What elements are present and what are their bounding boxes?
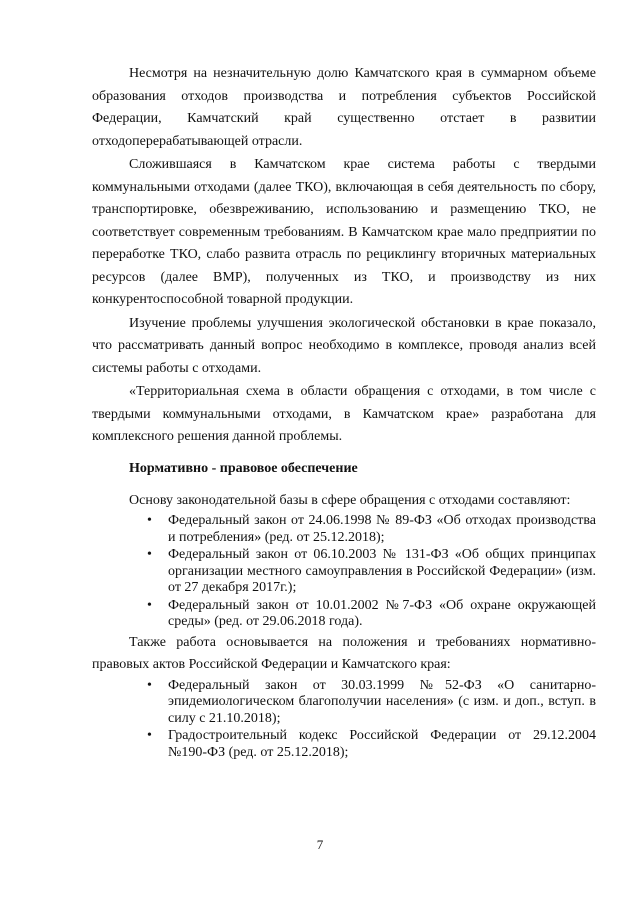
bullet-icon: •: [147, 513, 152, 528]
law-list: [92, 513, 596, 631]
bullet-icon: •: [147, 547, 152, 562]
page-number: 7: [316, 837, 324, 852]
list-item-text: Федеральный закон от 06.10.2003 № 131-ФЗ «Об общих принципах организации местного самоуправления в Российской Федерации» (изм. от 27 декабря 2017г.);: [168, 547, 596, 595]
bullet-icon: •: [147, 597, 152, 613]
list-item: [92, 598, 596, 631]
page-body: [92, 63, 596, 762]
bullet-icon: •: [147, 728, 152, 743]
intro-paragraph: Основу законодательной базы в сфере обращения с отходами составляют:: [129, 492, 571, 508]
list-item: [92, 547, 596, 597]
paragraph-4: «Территориальная схема в области обращения с отходами, в том числе с твердыми коммунальными отходами, в Камчатском крае» разработана для комплексного решения данной проблемы.: [92, 384, 596, 444]
list-item-text: Градостроительный кодекс Российской Федерации от 29.12.2004 №190-ФЗ (ред. от 25.12.2018);: [168, 728, 596, 760]
paragraph-3: Изучение проблемы улучшения экологической обстановки в крае показало, что рассматривать данный вопрос необходимо в комплексе, проводя анализ всей системы работы с отходами.: [92, 315, 596, 376]
also-paragraph: Также работа основывается на положения и требованиях нормативно-правовых актов Российской Федерации и Камчатского края:: [92, 634, 596, 672]
bullet-icon: •: [147, 677, 152, 693]
paragraph-2: Сложившаяся в Камчатском крае система работы с твердыми коммунальными отходами (далее ТКО), включающая в себя деятельность по сбору, транспортировке, обезвреживанию, использованию и размещению ТКО, не соответствует современным требованиям. В Камчатском крае мало предприятии по переработке ТКО, слабо развита отрасль по рециклингу вторичных материальных ресурсов (далее ВМР), полученных из ТКО, и производству из них конкурентоспособной товарной продукции.: [92, 157, 596, 307]
regulation-list: [92, 678, 596, 762]
list-item: [92, 513, 596, 546]
list-item-text: Федеральный закон от 24.06.1998 № 89-ФЗ «Об отходах производства и потребления» (ред. от 25.12.2018);: [168, 513, 596, 545]
section-heading: Нормативно - правовое обеспечение: [129, 460, 358, 476]
list-item: [92, 728, 596, 761]
paragraph-1: Несмотря на незначительную долю Камчатского края в суммарном объеме образования отходов производства и потребления субъектов Российской Федерации, Камчатский край существенно отстает в развитии отходоперерабатывающей отрасли.: [92, 66, 596, 149]
list-item-text: Федеральный закон от 10.01.2002 №7-ФЗ «Об охране окружающей среды» (ред. от 29.06.2018 года).: [168, 597, 596, 629]
list-item: [92, 678, 596, 728]
list-item-text: Федеральный закон от 30.03.1999 №52-ФЗ «О санитарно-эпидемиологическом благополучии населения» (с изм. и доп., вступ. в силу с 21.10.2018);: [168, 677, 596, 726]
